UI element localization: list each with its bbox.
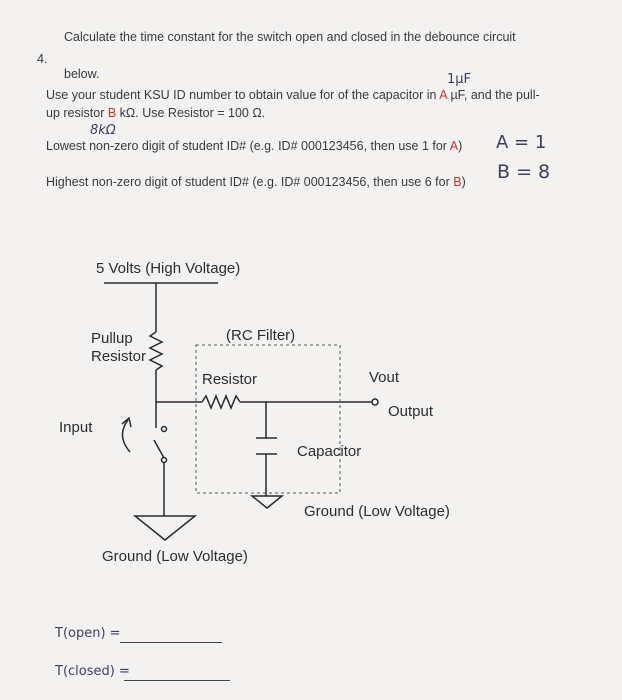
handwritten-cap-value: 1µF <box>447 72 472 87</box>
vout-label: Vout <box>369 369 400 386</box>
t-open-answer-line[interactable] <box>120 642 222 643</box>
question-title-line1: Calculate the time constant for the switch open and closed in the debounce circuit <box>64 30 516 44</box>
lowest-digit-var: A <box>449 139 459 153</box>
var-a-inline: A <box>439 88 447 102</box>
handwritten-b-value: B = 8 <box>497 161 551 183</box>
output-label: Output <box>388 403 434 420</box>
ground-right-symbol <box>252 496 282 508</box>
rc-filter-box <box>196 345 340 493</box>
switch-contact-bottom <box>162 458 167 463</box>
t-open-label: T(open) = <box>55 626 121 641</box>
question-title-line2: below. <box>64 67 100 81</box>
highest-digit-desc: Highest non-zero digit of student ID# (e.g. ID# 000123456, then use 6 for <box>46 175 450 189</box>
pullup-label-2: Resistor <box>91 348 147 365</box>
pullup-resistor-zigzag <box>150 332 162 370</box>
handwritten-res-value: 8kΩ <box>90 123 116 138</box>
switch-contact-top <box>162 427 167 432</box>
vout-terminal <box>372 399 378 405</box>
highest-digit-end: ) <box>461 175 466 189</box>
ground-left-label: Ground (Low Voltage) <box>102 548 248 565</box>
t-closed-label: T(closed) = <box>55 664 130 679</box>
instruction-line2-pre: up resistor <box>46 106 105 120</box>
input-arrow-curve <box>122 420 130 452</box>
switch-blade <box>154 440 164 458</box>
instruction-line2-post: kΩ. Use Resistor = 100 Ω. <box>119 106 266 120</box>
lowest-digit-end: ) <box>458 139 463 153</box>
supply-label: 5 Volts (High Voltage) <box>96 260 241 277</box>
t-closed-answer-line[interactable] <box>124 680 230 681</box>
rc-filter-label: (RC Filter) <box>226 327 296 344</box>
question-number: 4. <box>37 52 48 66</box>
ground-left-symbol <box>135 516 195 540</box>
highest-digit-var: B <box>453 175 462 189</box>
instruction-line1-post: µF, and the pull- <box>450 88 540 102</box>
instruction-line1-pre: Use your student KSU ID number to obtain value for of the capacitor in <box>46 88 437 102</box>
capacitor-label: Capacitor <box>297 443 362 460</box>
var-b-inline: B <box>107 106 117 120</box>
resistor-label: Resistor <box>202 371 258 388</box>
input-label: Input <box>59 419 93 436</box>
lowest-digit-desc: Lowest non-zero digit of student ID# (e.g. ID# 000123456, then use 1 for <box>46 139 447 153</box>
rc-resistor-zigzag <box>202 396 240 408</box>
pullup-label-1: Pullup <box>91 330 133 347</box>
handwritten-a-value: A = 1 <box>496 132 547 153</box>
ground-right-label: Ground (Low Voltage) <box>304 503 450 520</box>
